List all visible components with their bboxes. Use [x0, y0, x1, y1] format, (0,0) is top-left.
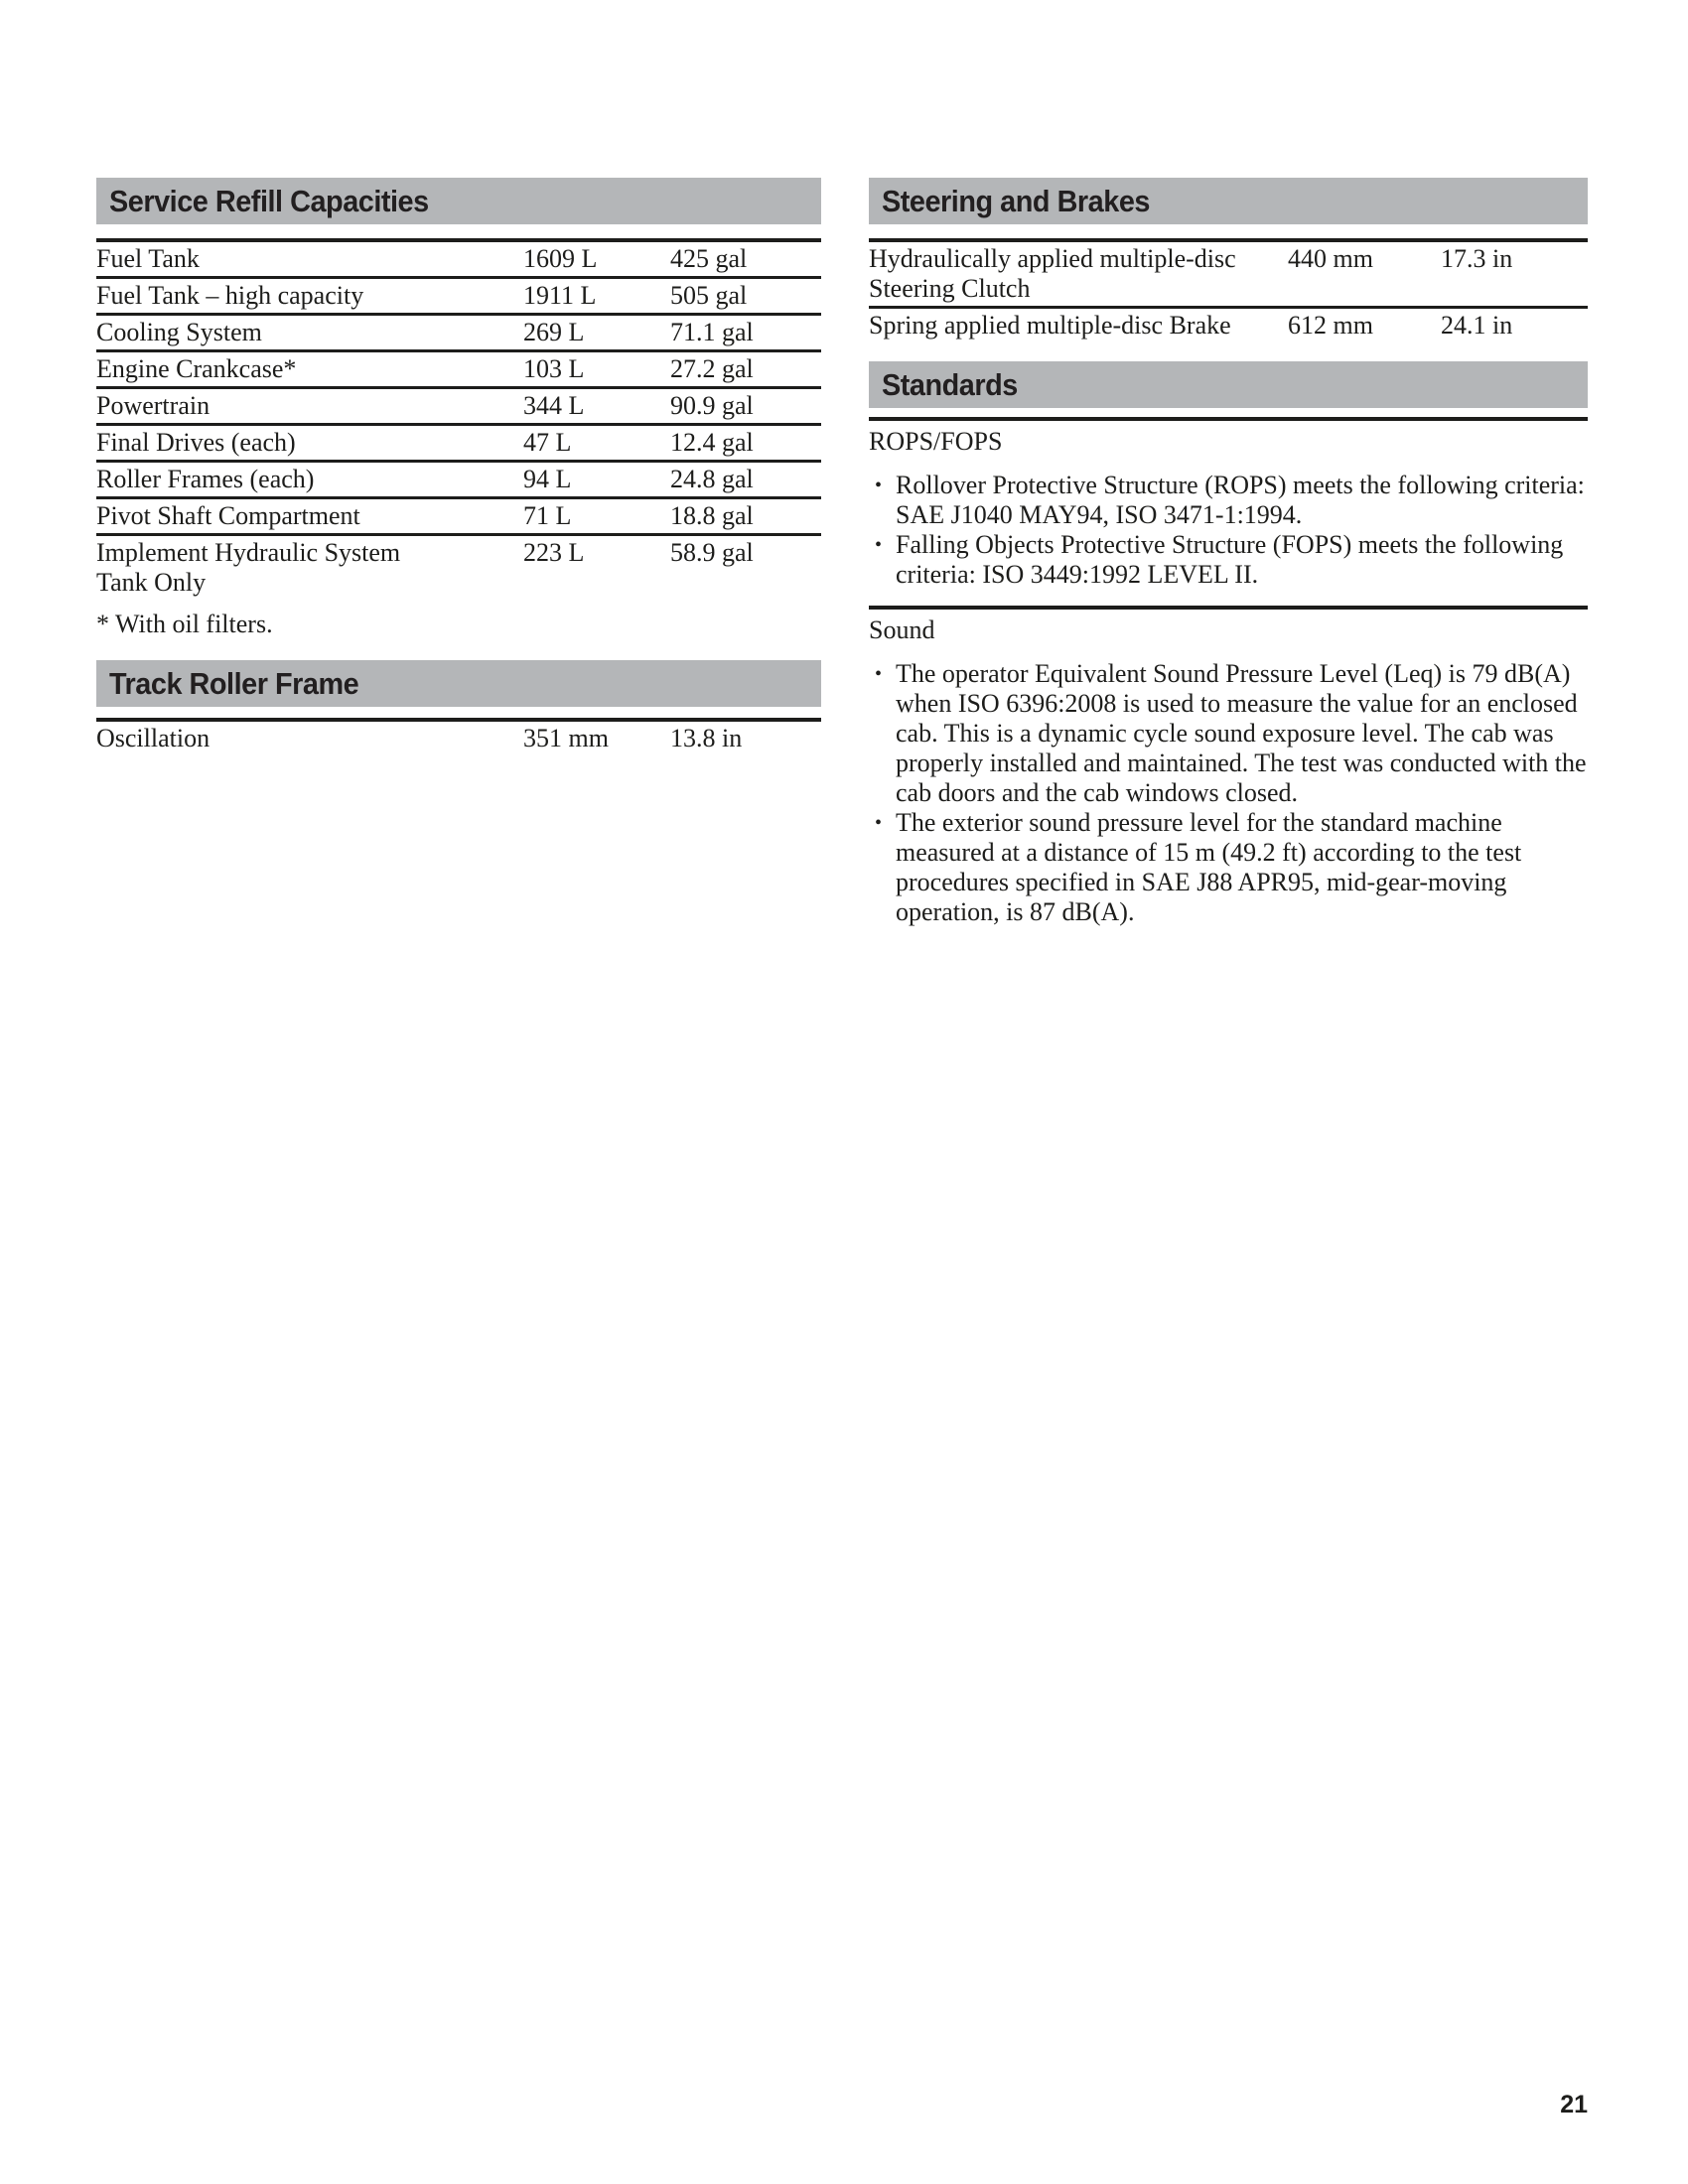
row-metric-value: 344 L	[523, 391, 585, 420]
row-imperial-value: 27.2 gal	[670, 354, 754, 383]
table-row	[96, 536, 821, 600]
list-item	[869, 471, 1588, 530]
row-metric-value: 612 mm	[1288, 311, 1373, 340]
table-row	[96, 352, 821, 389]
table-row	[96, 316, 821, 352]
row-metric-value: 351 mm	[523, 724, 609, 752]
standards-subsection-rops-fops	[869, 417, 1588, 590]
row-metric-value: 223 L	[523, 538, 585, 567]
section-title: Standards	[882, 366, 1018, 402]
row-label: Cooling System	[96, 318, 262, 346]
table-row	[96, 389, 821, 426]
section-bar-standards	[869, 361, 1588, 408]
bullet-icon: •	[875, 534, 883, 556]
row-metric-value: 1609 L	[523, 244, 598, 273]
row-imperial-value: 17.3 in	[1441, 244, 1513, 273]
row-imperial-value: 58.9 gal	[670, 538, 754, 567]
row-imperial-value: 24.1 in	[1441, 311, 1513, 340]
row-imperial-value: 18.8 gal	[670, 501, 754, 530]
page-number: 21	[1560, 2091, 1588, 2118]
oil-filters-footnote: * With oil filters.	[96, 610, 273, 638]
section-title: Service Refill Capacities	[109, 183, 429, 218]
row-label: Spring applied multiple-disc Brake	[869, 311, 1231, 340]
row-label: Powertrain	[96, 391, 211, 420]
table-row	[96, 463, 821, 499]
table-row	[96, 426, 821, 463]
row-imperial-value: 90.9 gal	[670, 391, 754, 420]
table-row	[96, 242, 821, 279]
section-bar-steering-and-brakes	[869, 178, 1588, 224]
row-metric-value: 47 L	[523, 428, 572, 457]
row-label: Implement Hydraulic System Tank Only	[96, 538, 401, 597]
list-item-text: The exterior sound pressure level for the standard machine measured at a distance of 15 m (49.2 ft) according to the test procedures specified in SAE J88 APR95, mid-gear-moving operation, is 87 dB(A).	[896, 808, 1522, 926]
bullet-icon: •	[875, 663, 883, 685]
row-label: Pivot Shaft Compartment	[96, 501, 360, 530]
table-row	[96, 722, 821, 755]
right-column	[869, 178, 1588, 927]
bullet-icon: •	[875, 812, 883, 834]
row-metric-value: 103 L	[523, 354, 585, 383]
service-refill-table	[96, 238, 821, 600]
row-imperial-value: 24.8 gal	[670, 465, 754, 493]
steering-and-brakes-table	[869, 238, 1588, 342]
list-item	[869, 530, 1588, 590]
row-metric-value: 440 mm	[1288, 244, 1373, 273]
row-imperial-value: 71.1 gal	[670, 318, 754, 346]
row-metric-value: 269 L	[523, 318, 585, 346]
bullet-list	[869, 659, 1588, 927]
table-row	[96, 279, 821, 316]
row-imperial-value: 12.4 gal	[670, 428, 754, 457]
row-label: Oscillation	[96, 724, 211, 752]
subsection-heading: ROPS/FOPS	[869, 427, 1003, 456]
section-bar-track-roller-frame	[96, 660, 821, 707]
list-item-text: The operator Equivalent Sound Pressure Level (Leq) is 79 dB(A) when ISO 6396:2008 is used to measure the value for an enclosed cab. This is a dynamic cycle sound exposure level. The cab was properly installed and maintained. The test was conducted with the cab doors and the cab windows closed.	[896, 659, 1587, 807]
row-label: Engine Crankcase*	[96, 354, 297, 383]
section-title: Steering and Brakes	[882, 183, 1150, 218]
bullet-icon: •	[875, 475, 883, 496]
table-row	[869, 309, 1588, 342]
row-label: Hydraulically applied multiple-disc Steering Clutch	[869, 244, 1236, 303]
list-item-text: Falling Objects Protective Structure (FOPS) meets the following criteria: ISO 3449:1992 LEVEL II.	[896, 530, 1564, 589]
row-label: Fuel Tank	[96, 244, 200, 273]
standards-subsection-sound	[869, 606, 1588, 927]
row-imperial-value: 13.8 in	[670, 724, 743, 752]
row-imperial-value: 425 gal	[670, 244, 748, 273]
row-metric-value: 94 L	[523, 465, 572, 493]
left-column	[96, 178, 821, 755]
track-roller-frame-table	[96, 718, 821, 755]
section-bar-service-refill-capacities	[96, 178, 821, 224]
row-imperial-value: 505 gal	[670, 281, 748, 310]
row-metric-value: 71 L	[523, 501, 572, 530]
row-label: Final Drives (each)	[96, 428, 296, 457]
list-item-text: Rollover Protective Structure (ROPS) meets the following criteria: SAE J1040 MAY94, ISO 3471-1:1994.	[896, 471, 1585, 529]
row-label: Roller Frames (each)	[96, 465, 315, 493]
section-title: Track Roller Frame	[109, 665, 359, 701]
list-item	[869, 659, 1588, 808]
row-label: Fuel Tank – high capacity	[96, 281, 364, 310]
table-row	[96, 499, 821, 536]
table-row	[869, 242, 1588, 309]
row-metric-value: 1911 L	[523, 281, 597, 310]
list-item	[869, 808, 1588, 927]
subsection-heading: Sound	[869, 615, 935, 644]
bullet-list	[869, 471, 1588, 590]
